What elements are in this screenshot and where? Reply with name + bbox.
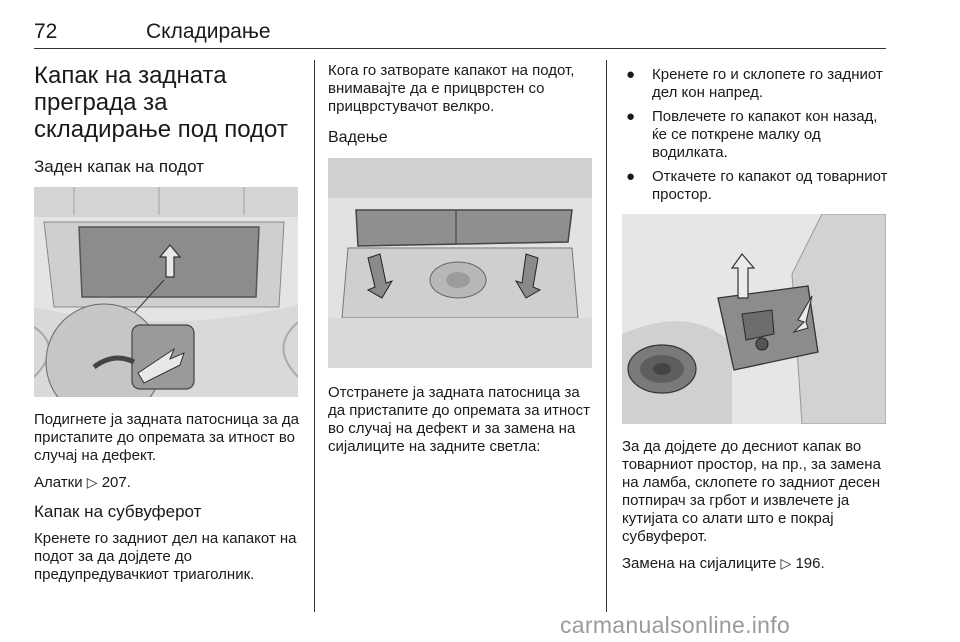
paragraph: За да дојдете до десниот капак во товарниот простор, на пр., за замена на ламба, склопете го задниот десен потпирач за грбот и извлечете ја кутијата со алати што е покрај субвуферот. [622,438,881,545]
paragraph: Кренете го задниот дел на капакот на подот за да дојдете до предупредувачкиот триаголник. [34,530,297,583]
bullet-icon: ● [626,168,636,185]
figure-subwoofer-cover [622,214,886,424]
list-item-text: Кренете го и склопете го задниот дел кон напред. [652,66,883,101]
page-ref-icon: ▷ [86,474,98,490]
section-title: Капак на задната преграда за складирање под подот [34,62,288,143]
column-3 [622,56,890,581]
paragraph: Подигнете ја задната патосница за да пристапите до опремата за итност во случај на дефект. [34,411,299,464]
page-header [34,12,886,49]
column-divider [314,60,315,612]
watermark-text: carmanualsonline.info [560,612,791,638]
page-number: 72 [34,20,58,43]
subwoofer-cover-illustration [622,214,886,424]
list-item [622,168,890,204]
chapter-title: Складирање [146,20,271,43]
list-item [622,108,890,162]
steps-list [622,66,890,204]
reference-page[interactable]: 207. [101,474,131,491]
column-1 [34,56,302,592]
list-item-text: Повлечете го капакот кон назад, ќе се поткрене малку од водилката. [652,108,878,161]
list-item-text: Откачете го капакот од товарниот простор. [652,168,888,203]
reference-page[interactable]: 196. [795,555,825,572]
page-reference [34,473,302,492]
removal-illustration [328,158,592,368]
reference-label: Алатки [34,474,83,491]
paragraph: Кога го затворате капакот на подот, внимавајте да е прицврстен со прицврстувачот велкро. [328,62,575,115]
reference-label: Замена на сијалиците [622,555,777,572]
column-divider [606,60,607,612]
subsection-title: Заден капак на подот [34,157,204,176]
bullet-icon: ● [626,108,636,125]
page-ref-icon: ▷ [780,555,792,571]
column-2 [328,56,594,464]
figure-rear-floor-cover [34,187,298,397]
subsection-title: Капак на субвуферот [34,502,202,521]
figure-removal [328,158,592,368]
bullet-icon: ● [626,66,636,83]
page-reference [622,554,890,573]
paragraph: Отстранете ја задната патосница за да пристапите до опремата за итност во случај на дефект и за замена на сијалиците на задните светла: [328,384,590,455]
list-item [622,66,890,102]
rear-floor-cover-illustration [34,187,298,397]
subsection-title: Вадење [328,129,388,146]
